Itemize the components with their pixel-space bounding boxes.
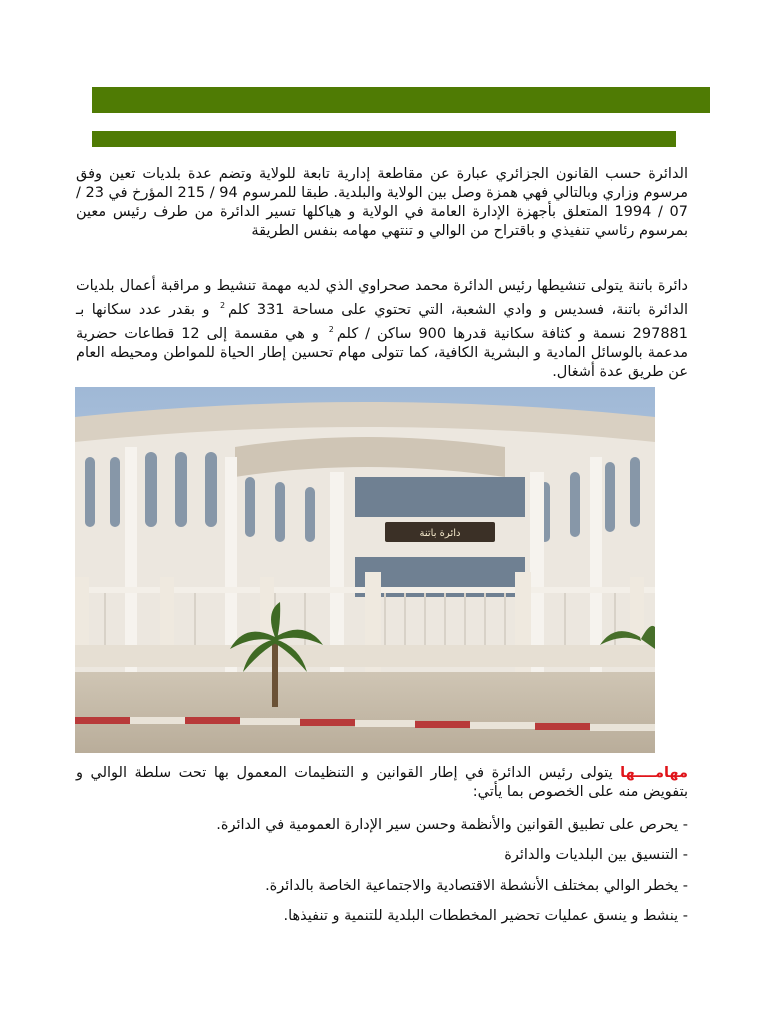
batna-text-a: دائرة باتنة يتولى تنشيطها رئيس الدائرة محمد صحراوي الذي لديه مهمة تنشيط و مراقبة أعمال بلديات الدائرة باتنة، فسديس و وادي الشعبة، التي تحتوي على مساحة 331 كلم xyxy=(76,278,689,318)
duty-item: - التنسيق بين البلديات والدائرة xyxy=(504,847,688,863)
batna-text-c: و هي مقسمة إلى 12 قطاعات حضرية مدعمة بالوسائل المادية و البشرية الكافية، كما تتولى مهام تحسين إطار الحياة للمواطن ومحيطه العام عن طريق عدة أشغال. xyxy=(76,325,688,380)
superscript-2: 2 xyxy=(328,324,334,334)
batna-text-b: و بقدر عدد سكانها بـ 297881 نسمة و كثافة سكانية قدرها 900 ساكن / كلم xyxy=(76,301,688,342)
superscript-2: 2 xyxy=(219,301,226,310)
duties-heading: مهامــــها xyxy=(620,765,688,781)
duty-item: - يحرص على تطبيق القوانين والأنظمة وحسن سير الإدارة العمومية في الدائرة. xyxy=(216,817,688,833)
duty-item: - ينشط و ينسق عمليات تحضير المخططات البلدية للتنمية و تنفيذها. xyxy=(283,908,688,924)
duties-paragraph xyxy=(76,764,688,802)
building-sign-text: دائرة باتنة xyxy=(419,528,461,539)
duties-intro: يتولى رئيس الدائرة في إطار القوانين و التنظيمات المعمول بها تحت سلطة الوالي و بتفويض منه على الخصوص بما يأتي: xyxy=(76,765,688,800)
header-bar-top xyxy=(92,87,710,113)
duty-item: - يخطر الوالي بمختلف الأنشطة الاقتصادية والاجتماعية الخاصة بالدائرة. xyxy=(265,878,688,894)
header-bar-bottom xyxy=(92,131,676,147)
intro-paragraph: الدائرة حسب القانون الجزائري عبارة عن مقاطعة إدارية تابعة للولاية وتضم عدة بلديات تعين وفق مرسوم وزاري وبالتالي فهي همزة وصل بين الولاية والبلدية. طبقا للمرسوم 94 / 215 المؤرخ في 23 / 07 / 1994 المتعلق بأجهزة الإدارة العامة في الولاية و هياكلها تسير الدائرة من طرف رئيس معين بمرسوم رئاسي تنفيذي و باقتراح من الوالي و تنتهي مهامه بنفس الطريقة xyxy=(75,166,688,239)
daira-building-photo xyxy=(75,387,655,753)
batna-paragraph xyxy=(76,277,688,382)
